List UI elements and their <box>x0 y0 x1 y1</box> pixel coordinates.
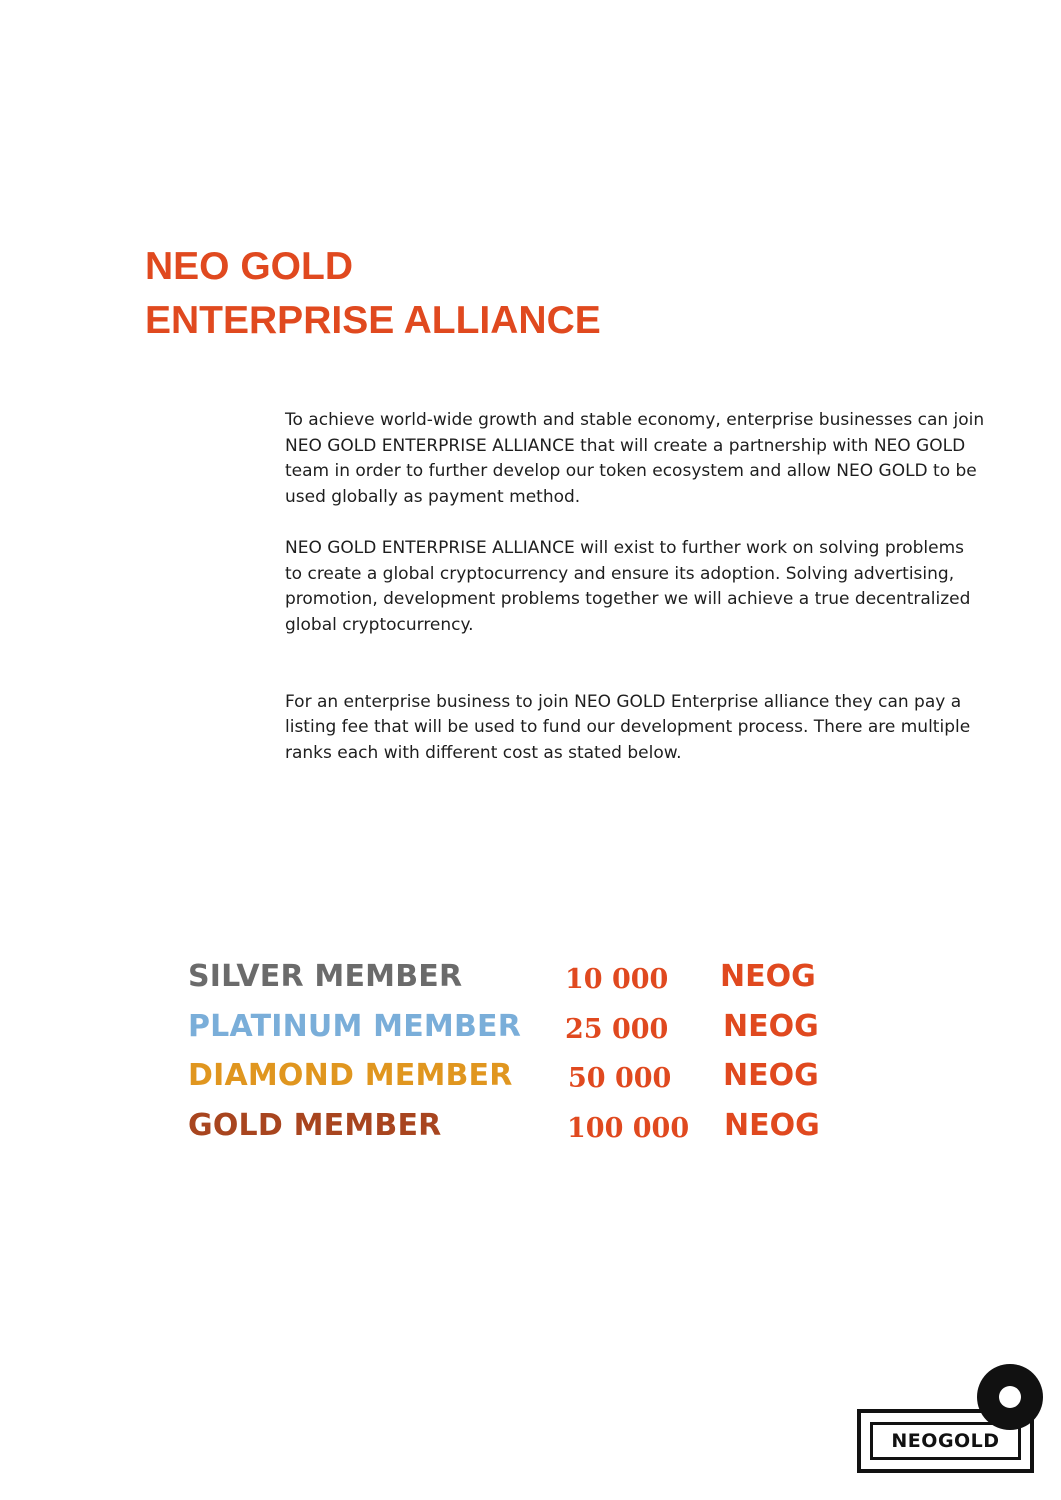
paragraph-line: NEO GOLD ENTERPRISE ALLIANCE will exist to further work on solving problems <box>285 537 965 558</box>
tier-name: GOLD MEMBER <box>188 1107 442 1143</box>
membership-tiers <box>188 954 848 1152</box>
tier-row-diamond <box>188 1053 848 1103</box>
paragraph-line: global cryptocurrency. <box>285 614 474 635</box>
paragraph-line: listing fee that will be used to fund our development process. There are multiple <box>285 717 971 738</box>
tier-unit: NEOG <box>724 1107 820 1143</box>
tier-unit: NEOG <box>723 1008 819 1044</box>
tier-row-gold <box>188 1103 848 1153</box>
logo-text: NEOGOLD <box>891 1430 1000 1452</box>
paragraph-line: promotion, development problems together we will achieve a true decentralized <box>285 589 971 610</box>
paragraph-fee <box>285 690 1005 767</box>
paragraph-line: To achieve world-wide growth and stable economy, enterprise businesses can join <box>285 410 985 430</box>
paragraph-line: NEO GOLD ENTERPRISE ALLIANCE that will create a partnership with NEO GOLD <box>285 435 966 456</box>
tier-amount: 50 000 <box>568 1063 672 1094</box>
tier-amount: 10 000 <box>565 964 669 995</box>
page-title-line-1: NEO GOLD <box>145 245 354 288</box>
page-title <box>145 240 601 348</box>
tier-amount: 100 000 <box>567 1112 690 1144</box>
logo-circle-icon <box>977 1364 1043 1430</box>
paragraph-line: For an enterprise business to join NEO GOLD Enterprise alliance they can pay a <box>285 691 962 712</box>
neogold-logo <box>857 1364 1047 1476</box>
paragraph-line: ranks each with different cost as stated below. <box>285 743 682 764</box>
paragraph-line: team in order to further develop our token ecosystem and allow NEO GOLD to be <box>285 461 977 482</box>
tier-name: SILVER MEMBER <box>188 959 463 994</box>
tier-unit: NEOG <box>723 1058 819 1093</box>
tier-row-silver <box>188 954 848 1004</box>
paragraph-line: used globally as payment method. <box>285 487 581 508</box>
tier-row-platinum <box>188 1004 848 1054</box>
paragraph-line: to create a global cryptocurrency and ensure its adoption. Solving advertising, <box>285 563 955 584</box>
logo-dot <box>999 1386 1021 1408</box>
tier-name: DIAMOND MEMBER <box>188 1058 513 1093</box>
tier-unit: NEOG <box>720 959 816 994</box>
tier-amount: 25 000 <box>565 1013 669 1045</box>
body-text <box>285 408 1005 767</box>
tier-name: PLATINUM MEMBER <box>188 1008 522 1044</box>
paragraph-intro <box>285 408 1005 511</box>
page-title-line-2: ENTERPRISE ALLIANCE <box>145 299 601 342</box>
paragraph-purpose <box>285 536 1005 639</box>
